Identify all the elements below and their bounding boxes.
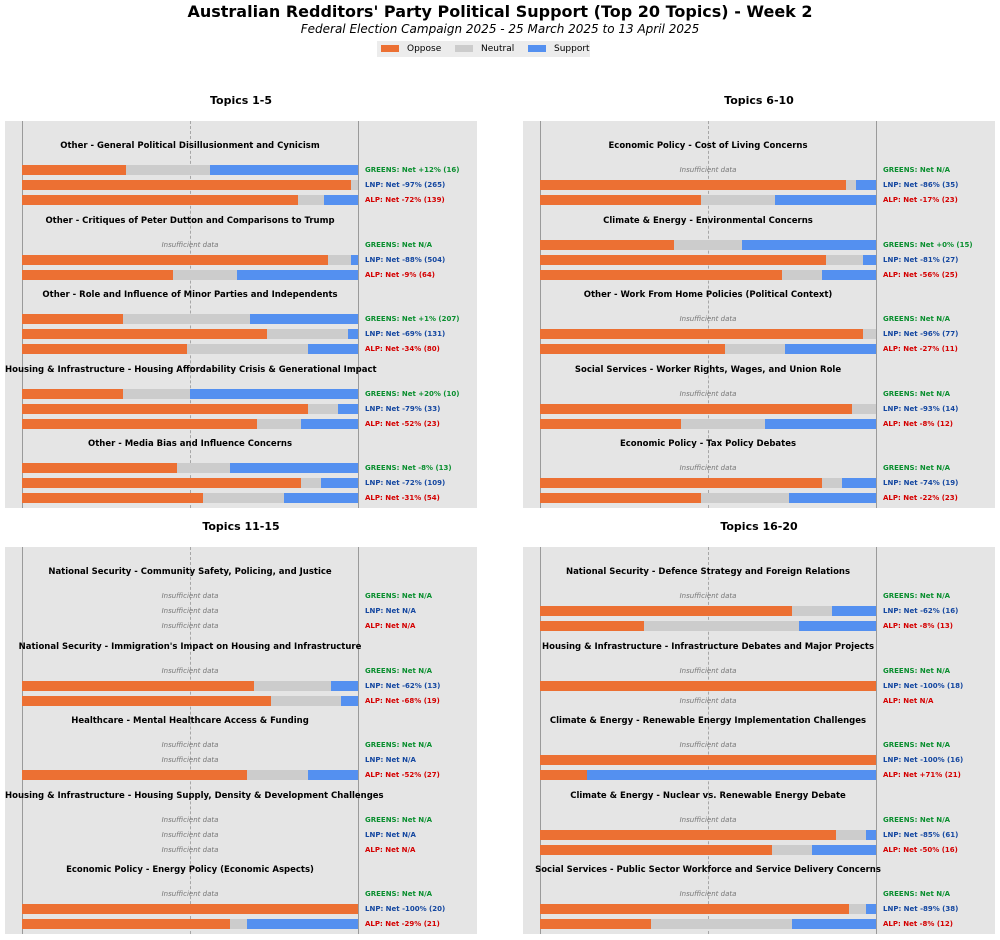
bar-segment-neutral	[308, 404, 338, 414]
net-label-lnp: LNP: Net -93% (14)	[883, 404, 959, 413]
topic-title: Housing & Infrastructure - Housing Supply, Density & Development Challenges	[5, 790, 384, 801]
bar-segment-neutral	[173, 270, 237, 280]
bar-segment-support	[799, 621, 876, 631]
bar-segment-oppose	[22, 493, 203, 503]
bar-alp	[540, 845, 876, 855]
net-label-lnp: LNP: Net N/A	[365, 607, 416, 615]
bar-segment-support	[308, 770, 358, 780]
panel-topics-6-10	[523, 121, 995, 508]
topic-title: Economic Policy - Tax Policy Debates	[619, 439, 797, 449]
bar-segment-neutral	[651, 919, 792, 929]
bar-alp	[22, 770, 358, 780]
net-label-lnp: LNP: Net -96% (77)	[883, 330, 959, 338]
axis-line-100	[358, 547, 359, 934]
net-label-lnp: LNP: Net -100% (20)	[365, 905, 446, 913]
insufficient-data-label: Insufficient data	[161, 741, 219, 749]
legend-swatch-neutral	[455, 45, 473, 52]
bar-segment-oppose	[22, 478, 301, 488]
bar-segment-support	[324, 195, 358, 205]
bar-segment-support	[587, 770, 876, 780]
bar-lnp	[540, 255, 876, 265]
bar-segment-neutral	[681, 419, 765, 429]
net-label-alp: ALP: Net -72% (139)	[365, 196, 445, 204]
topic-title: Housing & Infrastructure - Infrastructure Debates and Major Projects	[542, 641, 874, 652]
panel-title-topics-1-5: Topics 1-5	[209, 94, 272, 107]
topic-title: National Security - Immigration's Impact on Housing and Infrastructure	[18, 641, 362, 652]
bar-segment-neutral	[271, 696, 342, 706]
bar-segment-oppose	[540, 493, 701, 503]
bar-segment-neutral	[328, 255, 352, 265]
topic-title: Climate & Energy - Renewable Energy Implementation Challenges	[549, 716, 867, 726]
topic-title: Other - Critiques of Peter Dutton and Comparisons to Trump	[45, 215, 335, 226]
bar-segment-oppose	[22, 770, 247, 780]
bar-segment-neutral	[674, 240, 741, 250]
bar-segment-support	[284, 493, 358, 503]
topic-title: Other - Work From Home Policies (Political Context)	[583, 290, 833, 300]
net-label-alp: ALP: Net -8% (13)	[883, 622, 953, 630]
panel-title-topics-11-15: Topics 11-15	[202, 520, 280, 533]
bar-segment-oppose	[540, 255, 826, 265]
net-label-lnp: LNP: Net -88% (504)	[365, 255, 446, 264]
insufficient-data-label: Insufficient data	[161, 756, 219, 764]
bar-segment-oppose	[540, 478, 822, 488]
bar-segment-neutral	[836, 830, 866, 840]
bar-segment-support	[866, 830, 876, 840]
chart-title: Australian Redditors' Party Political Support (Top 20 Topics) - Week 2	[187, 2, 813, 21]
insufficient-data-label: Insufficient data	[161, 890, 219, 898]
bar-alp	[22, 419, 358, 429]
bar-segment-neutral	[863, 329, 876, 339]
insufficient-data-label: Insufficient data	[679, 666, 737, 675]
bar-alp	[22, 195, 358, 205]
net-label-alp: ALP: Net -52% (23)	[365, 419, 440, 428]
bar-lnp	[22, 255, 358, 265]
net-label-lnp: LNP: Net -74% (19)	[883, 479, 959, 487]
bar-segment-oppose	[22, 165, 126, 175]
bar-segment-support	[775, 195, 876, 205]
net-label-alp: ALP: Net -34% (80)	[365, 345, 440, 353]
bar-alp	[540, 770, 876, 780]
net-label-lnp: LNP: Net -62% (13)	[365, 681, 441, 690]
bar-segment-neutral	[852, 404, 876, 414]
net-label-lnp: LNP: Net -89% (38)	[883, 905, 959, 913]
legend-label-support: Support	[554, 44, 590, 54]
bar-segment-support	[331, 681, 358, 691]
net-label-alp: ALP: Net -52% (27)	[365, 771, 440, 779]
bar-segment-oppose	[540, 419, 681, 429]
net-label-greens: GREENS: Net N/A	[883, 815, 951, 824]
bar-lnp	[540, 329, 876, 339]
net-label-greens: GREENS: Net N/A	[365, 592, 433, 600]
bar-segment-support	[250, 314, 358, 324]
insufficient-data-label: Insufficient data	[161, 622, 219, 630]
legend-label-neutral: Neutral	[481, 44, 515, 54]
bar-segment-neutral	[792, 606, 832, 616]
bar-segment-support	[230, 463, 358, 473]
insufficient-data-label: Insufficient data	[679, 741, 737, 749]
bar-greens	[22, 165, 358, 175]
bar-segment-neutral	[725, 344, 785, 354]
topic-title: Economic Policy - Energy Policy (Economic Aspects)	[66, 865, 314, 875]
insufficient-data-label: Insufficient data	[679, 696, 737, 705]
bar-segment-oppose	[540, 329, 863, 339]
net-label-lnp: LNP: Net -100% (18)	[883, 681, 964, 690]
bar-segment-support	[210, 165, 358, 175]
bar-segment-support	[301, 419, 358, 429]
net-label-lnp: LNP: Net -85% (61)	[883, 830, 959, 839]
net-label-greens: GREENS: Net N/A	[365, 240, 433, 249]
net-label-greens: GREENS: Net +0% (15)	[883, 240, 973, 249]
topic-title: Other - Media Bias and Influence Concerns	[87, 439, 293, 449]
bar-segment-oppose	[22, 919, 230, 929]
chart-subtitle: Federal Election Campaign 2025 - 25 March 2025 to 13 April 2025	[300, 22, 700, 36]
bar-alp	[540, 621, 876, 631]
net-label-greens: GREENS: Net N/A	[365, 815, 433, 824]
bar-segment-support	[341, 696, 358, 706]
bar-segment-neutral	[187, 344, 308, 354]
insufficient-data-label: Insufficient data	[679, 389, 737, 398]
bar-segment-support	[832, 606, 876, 616]
net-label-lnp: LNP: Net N/A	[365, 756, 416, 764]
bar-segment-oppose	[22, 681, 254, 691]
bar-segment-neutral	[254, 681, 331, 691]
net-label-lnp: LNP: Net -86% (35)	[883, 181, 959, 189]
bar-segment-oppose	[540, 770, 587, 780]
panel-topics-1-5	[5, 121, 477, 508]
bar-segment-support	[237, 270, 358, 280]
bar-segment-neutral	[298, 195, 325, 205]
topic-title: National Security - Defence Strategy and Foreign Relations	[565, 567, 851, 577]
topic-title: Healthcare - Mental Healthcare Access & Funding	[71, 716, 309, 726]
bar-segment-oppose	[22, 696, 271, 706]
net-label-greens: GREENS: Net N/A	[883, 666, 951, 675]
bar-segment-oppose	[540, 270, 782, 280]
bar-segment-support	[789, 493, 876, 503]
net-label-greens: GREENS: Net +20% (10)	[365, 389, 460, 398]
insufficient-data-label: Insufficient data	[679, 464, 737, 472]
bar-segment-neutral	[822, 478, 842, 488]
bar-segment-support	[308, 344, 358, 354]
bar-segment-support	[822, 270, 876, 280]
bar-lnp	[540, 180, 876, 190]
bar-segment-oppose	[540, 344, 725, 354]
bar-segment-support	[321, 478, 358, 488]
bar-alp	[22, 696, 358, 706]
net-label-greens: GREENS: Net +12% (16)	[365, 166, 460, 174]
topic-title: Housing & Infrastructure - Housing Affordability Crisis & Generational Impact	[5, 364, 377, 375]
net-label-greens: GREENS: Net N/A	[883, 592, 951, 600]
bar-segment-oppose	[22, 389, 123, 399]
bar-alp	[540, 344, 876, 354]
topic-title: Social Services - Public Sector Workforce and Service Delivery Concerns	[535, 865, 881, 875]
bar-lnp	[22, 329, 358, 339]
bar-segment-oppose	[22, 195, 298, 205]
insufficient-data-label: Insufficient data	[161, 607, 219, 615]
net-label-greens: GREENS: Net N/A	[883, 389, 951, 398]
bar-segment-oppose	[22, 404, 308, 414]
bar-segment-oppose	[540, 904, 849, 914]
net-label-alp: ALP: Net -29% (21)	[365, 920, 440, 928]
insufficient-data-label: Insufficient data	[679, 166, 737, 174]
net-label-alp: ALP: Net -68% (19)	[365, 696, 440, 705]
bar-segment-neutral	[644, 621, 799, 631]
bar-segment-oppose	[22, 180, 351, 190]
net-label-greens: GREENS: Net N/A	[883, 166, 951, 174]
bar-alp	[540, 419, 876, 429]
topic-title: Economic Policy - Cost of Living Concerns	[608, 141, 808, 151]
net-label-alp: ALP: Net -31% (54)	[365, 494, 440, 502]
net-label-greens: GREENS: Net N/A	[365, 741, 433, 749]
bar-segment-neutral	[203, 493, 284, 503]
panel-topics-16-20	[523, 547, 995, 934]
net-label-greens: GREENS: Net N/A	[365, 890, 433, 898]
bar-segment-support	[785, 344, 876, 354]
bar-segment-oppose	[540, 404, 852, 414]
net-label-alp: ALP: Net -17% (23)	[883, 196, 958, 204]
bar-segment-oppose	[540, 919, 651, 929]
net-label-lnp: LNP: Net -81% (27)	[883, 255, 959, 264]
bar-segment-neutral	[267, 329, 348, 339]
bar-segment-oppose	[540, 180, 846, 190]
bar-segment-neutral	[301, 478, 321, 488]
bar-greens	[540, 240, 876, 250]
bar-segment-oppose	[540, 621, 644, 631]
bar-segment-oppose	[540, 681, 876, 691]
bar-alp	[22, 493, 358, 503]
topic-title: National Security - Community Safety, Policing, and Justice	[48, 567, 332, 577]
bar-segment-oppose	[540, 845, 772, 855]
bar-lnp	[22, 180, 358, 190]
insufficient-data-label: Insufficient data	[161, 815, 219, 824]
bar-segment-neutral	[230, 919, 247, 929]
topic-title: Climate & Energy - Nuclear vs. Renewable Energy Debate	[570, 790, 846, 801]
net-label-alp: ALP: Net N/A	[883, 696, 934, 705]
bar-lnp	[540, 904, 876, 914]
legend-swatch-oppose	[381, 45, 399, 52]
insufficient-data-label: Insufficient data	[161, 592, 219, 600]
net-label-alp: ALP: Net N/A	[365, 622, 416, 630]
net-label-alp: ALP: Net -56% (25)	[883, 270, 958, 279]
bar-segment-oppose	[540, 240, 674, 250]
bar-lnp	[22, 904, 358, 914]
net-label-lnp: LNP: Net N/A	[365, 830, 416, 839]
bar-lnp	[540, 478, 876, 488]
bar-alp	[22, 344, 358, 354]
bar-lnp	[540, 681, 876, 691]
bar-segment-support	[792, 919, 876, 929]
bar-segment-neutral	[257, 419, 301, 429]
bar-segment-neutral	[782, 270, 822, 280]
net-label-lnp: LNP: Net -72% (109)	[365, 479, 446, 487]
net-label-alp: ALP: Net -8% (12)	[883, 920, 953, 928]
topic-title: Other - General Political Disillusionment and Cynicism	[60, 141, 320, 151]
bar-segment-neutral	[177, 463, 231, 473]
net-label-greens: GREENS: Net N/A	[883, 464, 951, 472]
bar-segment-support	[190, 389, 358, 399]
net-label-lnp: LNP: Net -62% (16)	[883, 607, 959, 615]
bar-segment-support	[863, 255, 876, 265]
bar-lnp	[540, 830, 876, 840]
bar-lnp	[22, 478, 358, 488]
net-label-alp: ALP: Net -22% (23)	[883, 494, 958, 502]
bar-segment-neutral	[826, 255, 863, 265]
bar-lnp	[540, 404, 876, 414]
bar-alp	[540, 195, 876, 205]
bar-segment-oppose	[540, 830, 836, 840]
bar-segment-oppose	[22, 255, 328, 265]
bar-segment-support	[812, 845, 876, 855]
bar-segment-oppose	[22, 314, 123, 324]
insufficient-data-label: Insufficient data	[161, 845, 219, 854]
net-label-alp: ALP: Net +71% (21)	[883, 771, 961, 779]
bar-segment-oppose	[540, 755, 876, 765]
insufficient-data-label: Insufficient data	[161, 666, 219, 675]
bar-segment-support	[866, 904, 876, 914]
panel-title-topics-6-10: Topics 6-10	[724, 94, 794, 107]
topic-title: Other - Role and Influence of Minor Parties and Independents	[42, 290, 338, 300]
bar-segment-support	[842, 478, 876, 488]
net-label-lnp: LNP: Net -69% (131)	[365, 330, 446, 338]
bar-alp	[540, 270, 876, 280]
net-label-greens: GREENS: Net -8% (13)	[365, 464, 452, 472]
bar-alp	[22, 919, 358, 929]
bar-segment-neutral	[247, 770, 307, 780]
insufficient-data-label: Insufficient data	[679, 815, 737, 824]
bar-segment-support	[247, 919, 358, 929]
bar-segment-neutral	[126, 165, 210, 175]
bar-alp	[540, 919, 876, 929]
axis-line-100	[358, 121, 359, 508]
bar-greens	[22, 389, 358, 399]
bar-segment-neutral	[123, 389, 190, 399]
bar-lnp	[22, 404, 358, 414]
bar-lnp	[22, 681, 358, 691]
bar-segment-support	[351, 255, 358, 265]
net-label-alp: ALP: Net -27% (11)	[883, 345, 958, 353]
net-label-lnp: LNP: Net -97% (265)	[365, 181, 446, 189]
net-label-alp: ALP: Net -9% (64)	[365, 270, 435, 279]
insufficient-data-label: Insufficient data	[161, 240, 219, 249]
legend	[377, 41, 590, 57]
bar-segment-oppose	[540, 606, 792, 616]
legend-label-oppose: Oppose	[407, 44, 442, 54]
net-label-alp: ALP: Net -8% (12)	[883, 419, 953, 428]
bar-segment-oppose	[22, 329, 267, 339]
insufficient-data-label: Insufficient data	[679, 592, 737, 600]
net-label-alp: ALP: Net N/A	[365, 845, 416, 854]
panel-title-topics-16-20: Topics 16-20	[720, 520, 798, 533]
bar-alp	[540, 493, 876, 503]
bar-lnp	[540, 755, 876, 765]
bar-segment-oppose	[22, 904, 358, 914]
bar-segment-support	[348, 329, 358, 339]
bar-segment-neutral	[846, 180, 856, 190]
bar-segment-oppose	[540, 195, 701, 205]
net-label-greens: GREENS: Net N/A	[883, 741, 951, 749]
bar-segment-neutral	[351, 180, 358, 190]
net-label-lnp: LNP: Net -79% (33)	[365, 404, 441, 413]
bar-segment-neutral	[772, 845, 812, 855]
bar-greens	[22, 314, 358, 324]
net-label-greens: GREENS: Net N/A	[883, 315, 951, 323]
bar-segment-support	[742, 240, 876, 250]
bar-segment-oppose	[22, 270, 173, 280]
bar-segment-neutral	[701, 493, 788, 503]
bar-segment-neutral	[701, 195, 775, 205]
bar-lnp	[540, 606, 876, 616]
bar-segment-oppose	[22, 419, 257, 429]
bar-segment-neutral	[849, 904, 866, 914]
insufficient-data-label: Insufficient data	[679, 315, 737, 323]
bar-segment-neutral	[123, 314, 251, 324]
legend-swatch-support	[528, 45, 546, 52]
insufficient-data-label: Insufficient data	[679, 890, 737, 898]
topic-title: Climate & Energy - Environmental Concerns	[603, 215, 813, 226]
net-label-greens: GREENS: Net N/A	[365, 666, 433, 675]
bar-greens	[22, 463, 358, 473]
axis-line-100	[876, 547, 877, 934]
bar-segment-support	[856, 180, 876, 190]
bar-alp	[22, 270, 358, 280]
insufficient-data-label: Insufficient data	[161, 830, 219, 839]
net-label-greens: GREENS: Net N/A	[883, 890, 951, 898]
axis-line-100	[876, 121, 877, 508]
net-label-alp: ALP: Net -50% (16)	[883, 845, 958, 854]
bar-segment-support	[338, 404, 358, 414]
topic-title: Social Services - Worker Rights, Wages, and Union Role	[574, 364, 842, 375]
panel-topics-11-15	[5, 547, 477, 934]
bar-segment-oppose	[22, 463, 177, 473]
bar-segment-oppose	[22, 344, 187, 354]
bar-segment-support	[765, 419, 876, 429]
net-label-greens: GREENS: Net +1% (207)	[365, 315, 460, 323]
net-label-lnp: LNP: Net -100% (16)	[883, 756, 964, 764]
